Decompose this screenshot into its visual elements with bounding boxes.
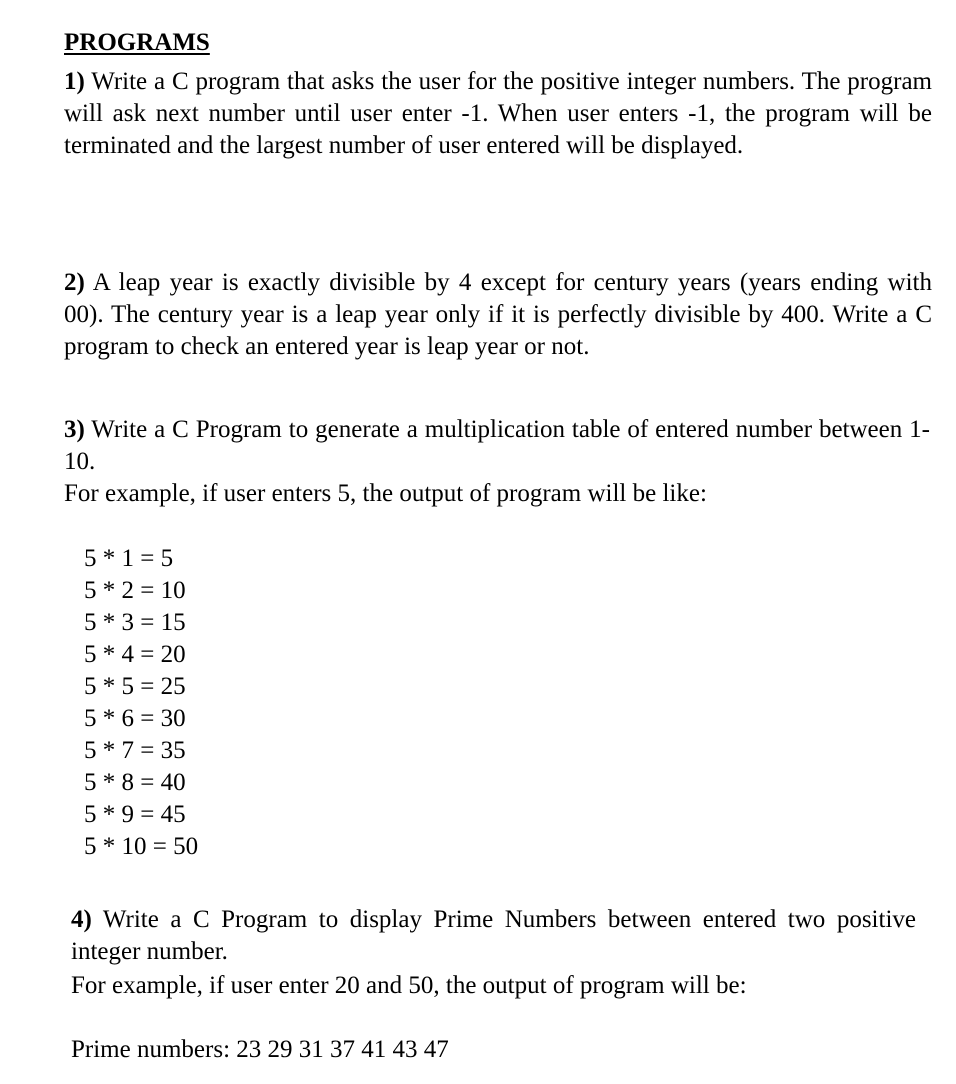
question-4-output: Prime numbers: 23 29 31 37 41 43 47 [71, 1036, 449, 1063]
table-row: 5 * 7 = 35 [84, 737, 186, 764]
question-1-text: Write a C program that asks the user for the positive integer numbers. The program will ask next number until user enter -1. When user enters -1, the program will be terminated and the largest number of user entered will be displayed. [64, 68, 932, 159]
question-1 [64, 66, 932, 162]
question-3-number: 3) [64, 416, 85, 443]
table-row: 5 * 1 = 5 [84, 545, 174, 572]
question-2-text: A leap year is exactly divisible by 4 except for century years (years ending with 00). The century year is a leap year only if it is perfectly divisible by 400. Write a C program to check an entered year is leap year or not. [64, 269, 932, 360]
question-3-example: For example, if user enters 5, the output of program will be like: [64, 480, 707, 507]
table-row: 5 * 9 = 45 [84, 801, 186, 828]
question-2 [64, 267, 932, 363]
table-row: 5 * 6 = 30 [84, 705, 186, 732]
table-row: 5 * 2 = 10 [84, 577, 186, 604]
question-4-number: 4) [71, 906, 92, 933]
table-row: 5 * 4 = 20 [84, 641, 186, 668]
question-4 [71, 904, 916, 968]
table-row: 5 * 5 = 25 [84, 673, 186, 700]
question-2-number: 2) [64, 269, 85, 296]
table-row: 5 * 10 = 50 [84, 833, 199, 860]
question-4-example: For example, if user enter 20 and 50, the output of program will be: [71, 972, 747, 999]
table-row: 5 * 8 = 40 [84, 769, 186, 796]
question-3-text: Write a C Program to generate a multiplication table of entered number between 1-10. [64, 416, 930, 475]
page-title: PROGRAMS [64, 29, 210, 56]
table-row: 5 * 3 = 15 [84, 609, 186, 636]
question-3 [64, 414, 930, 478]
question-4-text: Write a C Program to display Prime Numbers between entered two positive integer number. [71, 906, 916, 965]
question-1-number: 1) [64, 68, 85, 95]
multiplication-table [84, 543, 198, 863]
